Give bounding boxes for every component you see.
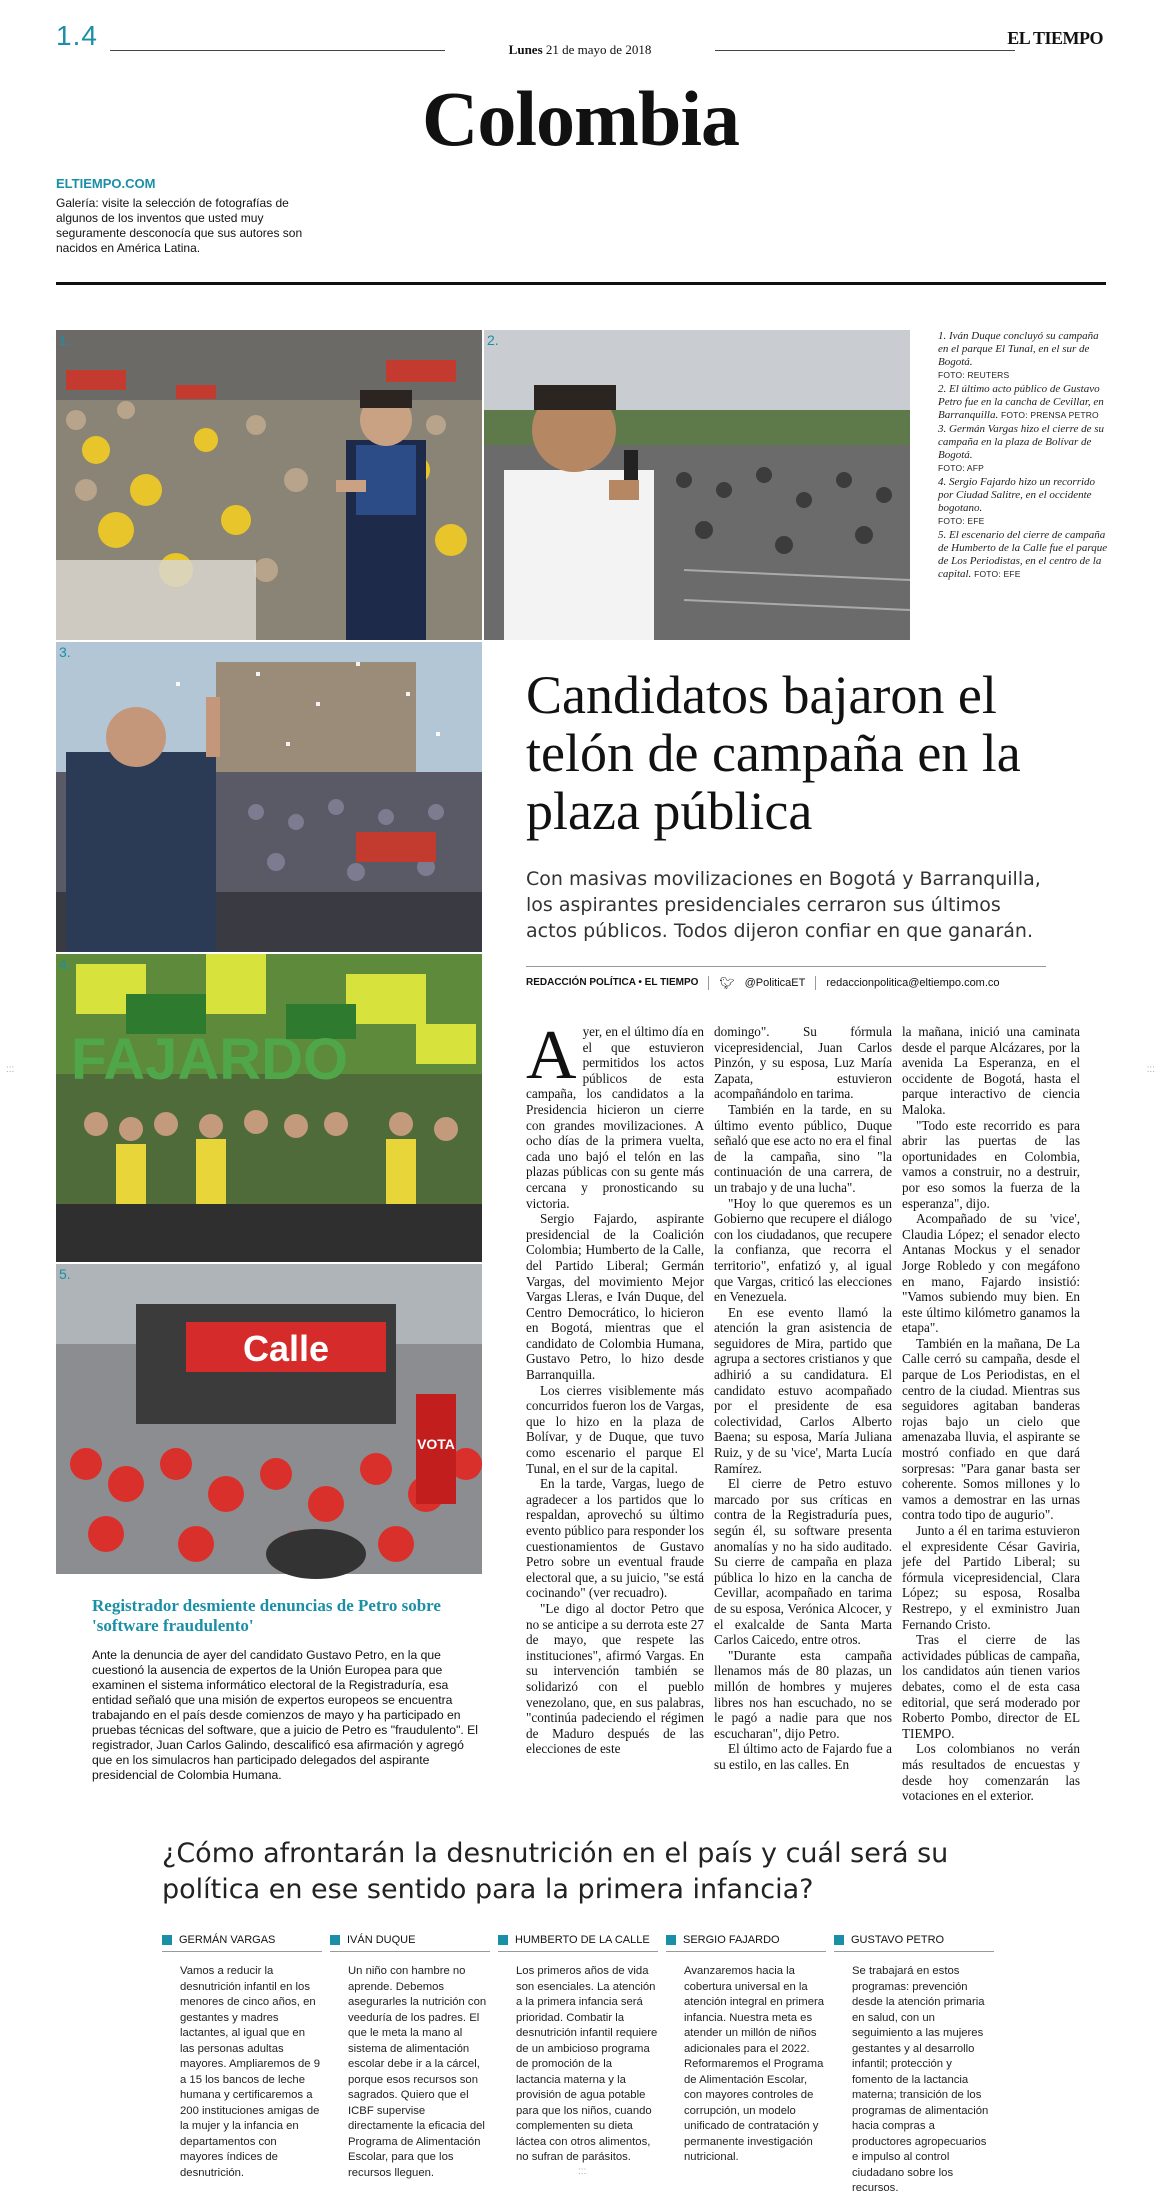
paragraph: Sergio Fajardo, aspirante presidencial de la Coalición Colombia; Humberto de la Calle, del Partido Liberal; Germán Vargas, del movimiento Mejor Vargas Lleras, e Iván Duque, del Centro Democrático, lo hicieron en Bogotá, mientras que el candidato de Colombia Humana, Gustavo Petro, lo hizo desde Barranquilla. <box>526 1211 704 1383</box>
candidate-fajardo <box>666 1934 826 2166</box>
paragraph: "Todo este recorrido es para abrir las puertas de las oportunidades en Colombia, vamos a construir, no a destruir, por eso somos la fuerza de la esperanza", dijo. <box>902 1117 1080 1211</box>
header-rule-left <box>110 50 445 51</box>
candidate-delacalle <box>498 1934 658 2166</box>
caption-1-credit: FOTO: REUTERS <box>938 370 1010 380</box>
paragraph: "Hoy lo que queremos es un Gobierno que recupere el diálogo con los ciudadanos, que recupere la confianza, que recorra el territorio", enfatizó y, al igual que Vargas, criticó las elecciones en Venezuela. <box>714 1195 892 1305</box>
photo-number-1: 1. <box>59 332 71 348</box>
candidate-answer: Se trabajará en estos programas: prevención desde la atención primaria en salud, con un seguimiento a las mujeres gestantes y al desarrollo infantil; protección y fomento de la lactancia materna; transición de los programas de alimentación hacia compras a productores agropecuarios e impulso al control ciudadano sobre los recursos. <box>852 1965 989 2194</box>
candidate-answer: Vamos a reducir la desnutrición infantil en los menores de cinco años, en gestantes y madres lactantes, al igual que en las personas adultas mayores. Ampliaremos de 9 a 15 los bancos de leche humana y certificaremos a 200 instituciones amigas de la mujer y la infancia en departamentos con mayores índices de desnutrición. <box>180 1965 321 2179</box>
vota-sign-text: VOTA <box>417 1436 455 1452</box>
paragraph: Los colombianos no verán más resultados de encuestas y desde hoy comenzarán las votaciones en el exterior. <box>902 1741 1080 1804</box>
paragraph: la mañana, inició una caminata desde el parque Alcázares, por la avenida La Esperanza, en el occidente de Bogotá, hasta el parque interactivo de ciencia Maloka. <box>902 1024 1080 1117</box>
candidate-header <box>162 1934 322 1952</box>
caption-1 <box>938 330 1108 382</box>
registration-mark-right: ::: <box>1146 1064 1155 1075</box>
twitter-handle[interactable]: @PoliticaET <box>744 976 806 989</box>
question-title: ¿Cómo afrontarán la desnutrición en el país y cuál será su política en ese sentido para la primera infancia? <box>162 1838 949 1905</box>
photo-vargas <box>56 642 482 952</box>
candidate-answer: Avanzaremos hacia la cobertura universal en la atención integral en primera infancia. Nuestra meta es atender un millón de niños adicionales para el 2022. Reformaremos el Programa de Alimentación Escolar, con mayores controles de corrupción, un modelo unificado de contratación y permanente investigación nutricional. <box>684 1965 825 2163</box>
candidate-name: HUMBERTO DE LA CALLE <box>515 1934 650 1946</box>
date-weekday: Lunes <box>508 42 543 57</box>
candidate-header <box>834 1934 994 1952</box>
paragraph: Acompañado de su 'vice', Claudia López; el senador electo Antanas Mockus y el senador Jorge Robledo y con megáfono en mano, Fajardo insistió: "Vamos subiendo muy bien. En este último kilómetro ganamos la etapa". <box>902 1211 1080 1336</box>
square-icon <box>498 1935 508 1945</box>
paragraph: domingo". Su fórmula vicepresidencial, Juan Carlos Pinzón, y su esposa, Luz María Zapata, estuvieron acompañándolo en tarima. <box>714 1024 892 1102</box>
twitter-icon: 🐦︎ <box>719 975 735 990</box>
sidebar-text: Ante la denuncia de ayer del candidato Gustavo Petro, en la que cuestionó la ausencia de expertos de la Unión Europea para que examinen el sistema informático electoral de la Registraduría, esa entidad señaló que una misión de expertos europeos se encuentra trabajando en el país desde comienzos de mayo y ha participado en pruebas técnicas del software, que a juicio de Petro es "fraudulento". El registrador, Juan Carlos Galindo, descalificó esa afirmación y agregó que en los simulacros han participado delegados del aspirante presidencial de Colombia Humana. <box>92 1648 479 1782</box>
caption-2-text: 2. El último acto público de Gustavo Petro fue en la cancha de Cevillar, en Barranquilla. <box>938 383 1104 421</box>
candidate-duque <box>330 1934 490 2181</box>
paragraph: También en la mañana, De La Calle cerró su campaña, desde el parque de Los Periodistas, en el centro de la ciudad. Mientras sus seguidores agitaban banderas rojas bajo un cielo que amenazaba lluvia, el aspirante se mostró confiado en que dará sorpresas: "Para ganar basta ser coherente. Somos millones y lo vamos a demostrar en las urnas contra todo tipo de augurio". <box>902 1335 1080 1523</box>
photo-number-5: 5. <box>59 1266 71 1282</box>
caption-4-text: 4. Sergio Fajardo hizo un recorrido por Ciudad Salitre, en el occidente bogotano. <box>938 476 1096 514</box>
caption-3-text: 3. Germán Vargas hizo el cierre de su campaña en la plaza de Bolívar de Bogotá. <box>938 423 1104 461</box>
candidate-answer: Un niño con hambre no aprende. Debemos asegurarles la nutrición con veeduría de los padres. El que le meta la mano al sistema de alimentación escolar debe ir a la cárcel, porque esos recursos son sagrados. Quiero que el ICBF supervise directamente la eficacia del Programa de Alimentación Escolar, para que los recursos lleguen. <box>348 1965 487 2179</box>
article-column-2 <box>714 1024 892 1773</box>
square-icon <box>162 1935 172 1945</box>
candidate-header <box>330 1934 490 1952</box>
byline-separator-2 <box>815 976 816 990</box>
caption-3-credit: FOTO: AFP <box>938 463 985 473</box>
caption-3 <box>938 423 1108 475</box>
dateline <box>450 42 710 58</box>
caption-4 <box>938 476 1108 528</box>
paragraph <box>526 1017 704 1211</box>
paragraph-text: yer, en el último día en el que estuvieron permitidos los actos públicos de esta campaña, los candidatos a la Presidencia hicieron un cierre con grandes movilizaciones. A ocho días de la primera vuelta, cada uno bajó el telón en las plazas públicas con su gente más cercana y pronosticando su victoria. <box>526 1024 704 1211</box>
sidebar-title: Registrador desmiente denuncias de Petro sobre 'software fraudulento' <box>92 1596 441 1635</box>
date-rest: 21 de mayo de 2018 <box>545 42 652 57</box>
registration-mark-left: ::: <box>6 1064 15 1075</box>
article-deck: Con masivas movilizaciones en Bogotá y Barranquilla, los aspirantes presidenciales cerraron sus últimos actos públicos. Todos dijeron confiar en que ganarán. <box>526 868 1041 942</box>
paragraph: "Durante esta campaña llenamos más de 80 plazas, un millón de hombres y mujeres libres nos han escuchado, no se le pagó a nadie para que nos escucharan", dijo Petro. <box>714 1647 892 1741</box>
byline <box>526 966 1046 992</box>
header-rule-right <box>715 50 1015 51</box>
caption-2-credit: FOTO: PRENSA PETRO <box>1000 410 1099 420</box>
candidate-name: IVÁN DUQUE <box>347 1934 416 1946</box>
paragraph: "Le digo al doctor Petro que no se anticipe a su derrota este 27 de mayo, que respete las instituciones", afirmó Vargas. En su intervención también se solidarizó con el pueblo venezolano, que, en sus palabras, "continúa padeciendo el régimen de Maduro después de las elecciones de este <box>526 1600 704 1757</box>
paragraph: En la tarde, Vargas, luego de agradecer a los partidos que lo respaldan, aprovechó su último evento público para responder los cuestionamientos de Gustavo Petro sobre un eventual fraude electoral que, a su juicio, "se está cocinando" (ver recuadro). <box>526 1476 704 1601</box>
candidate-header <box>498 1934 658 1952</box>
photo-number-3: 3. <box>59 644 71 660</box>
photo-duque <box>56 330 482 640</box>
paragraph: El cierre de Petro estuvo marcado por sus críticas en contra de la Registraduría pues, según él, su software presenta anomalías y no ha sido auditado. Su cierre de campaña en plaza pública lo hizo en la cancha de Cevillar, acompañado en tarima de su esposa, Verónica Alcocer, y el exalcalde de Santa Marta Carlos Caicedo, entre otros. <box>714 1476 892 1648</box>
section-title: Colombia <box>421 75 740 162</box>
article-headline: Candidatos bajaron el telón de campaña en la plaza pública <box>526 665 1021 841</box>
caption-2 <box>938 383 1108 422</box>
caption-4-credit: FOTO: EFE <box>938 516 985 526</box>
caption-5 <box>938 529 1108 581</box>
paragraph: En ese evento llamó la atención la gran asistencia de seguidores de Mira, partido que agrupa a sectores cristianos y que adhirió a su candidatura. El candidato estuvo acompañado por el presidente de esa colectividad, Carlos Alberto Baena; su esposa, María Juliana Ruiz, y de su 'vice', Marta Lucía Ramírez. <box>714 1304 892 1476</box>
photo-fajardo <box>56 954 482 1262</box>
article-column-3 <box>902 1024 1080 1804</box>
candidate-answer: Los primeros años de vida son esenciales. La atención a la primera infancia será prioridad. Combatir la desnutrición infantil requiere de un ambicioso programa de promoción de la lactancia materna y la provisión de agua potable para que los niños, cuando complementen su dieta láctea con otros alimentos, no sufran de parásitos. <box>516 1965 658 2163</box>
square-icon <box>330 1935 340 1945</box>
calle-sign-text: Calle <box>242 1328 330 1369</box>
candidate-header <box>666 1934 826 1952</box>
photo-captions <box>938 330 1108 582</box>
drop-cap: A <box>526 1017 577 1094</box>
photo-number-2: 2. <box>487 332 499 348</box>
paragraph: Junto a él en tarima estuvieron el expresidente César Gaviria, jefe del Partido Liberal; su fórmula vicepresidencial, Clara López; su esposa, Rosalba Restrepo, y el exministro Juan Fernando Cristo. <box>902 1523 1080 1632</box>
paragraph: Tras el cierre de las actividades públicas de campaña, los candidatos aún tienen varios debates, como el de esta casa editorial, que será moderado por Roberto Pombo, director de EL TIEMPO. <box>902 1632 1080 1741</box>
registration-mark-bottom: ::: <box>578 2166 587 2177</box>
promo-text: Galería: visite la selección de fotografías de algunos de los inventos que usted muy seguramente desconocía que sus autores son nacidos en América Latina. <box>56 196 303 255</box>
square-icon <box>666 1935 676 1945</box>
byline-desk: REDACCIÓN POLÍTICA • EL TIEMPO <box>526 977 699 988</box>
caption-5-credit: FOTO: EFE <box>974 569 1021 579</box>
caption-5-text: 5. El escenario del cierre de campaña de Humberto de la Calle fue el parque de Los Periodistas, en el centro de la capital. <box>938 529 1108 580</box>
candidate-name: SERGIO FAJARDO <box>683 1934 780 1946</box>
newspaper-brand: EL TIEMPO <box>1007 28 1103 48</box>
candidate-name: GERMÁN VARGAS <box>179 1934 276 1946</box>
candidate-name: GUSTAVO PETRO <box>851 1934 945 1946</box>
candidate-vargas <box>162 1934 322 2181</box>
paragraph: También en la tarde, en su último evento público, Duque señaló que ese acto no era el final de la campaña, sino "la continuación de una carrera, de un trabajo y de una lucha". <box>714 1101 892 1195</box>
photo-petro <box>484 330 910 640</box>
candidate-petro <box>834 1934 994 2197</box>
section-divider <box>56 282 1106 285</box>
paragraph: El último acto de Fajardo fue a su estilo, en las calles. En <box>714 1741 892 1772</box>
caption-1-text: 1. Iván Duque concluyó su campaña en el parque El Tunal, en el sur de Bogotá. <box>938 330 1099 368</box>
paragraph: Los cierres visiblemente más concurridos fueron los de Vargas, que lo hizo en la plaza de Bolívar, y de Duque, que tuvo como escenario el parque El Tunal, en el sur de la capital. <box>526 1382 704 1476</box>
byline-separator <box>708 976 709 990</box>
photo-delacalle <box>56 1264 482 1574</box>
promo-site-link[interactable]: ELTIEMPO.COM <box>56 176 156 191</box>
square-icon <box>834 1935 844 1945</box>
page-number: 1.4 <box>56 20 98 51</box>
photo-number-4: 4. <box>59 956 71 972</box>
byline-email[interactable]: redaccionpolitica@eltiempo.com.co <box>826 976 1000 989</box>
fajardo-banner-text: FAJARDO <box>71 1027 349 1092</box>
article-column-1 <box>526 1017 704 1757</box>
